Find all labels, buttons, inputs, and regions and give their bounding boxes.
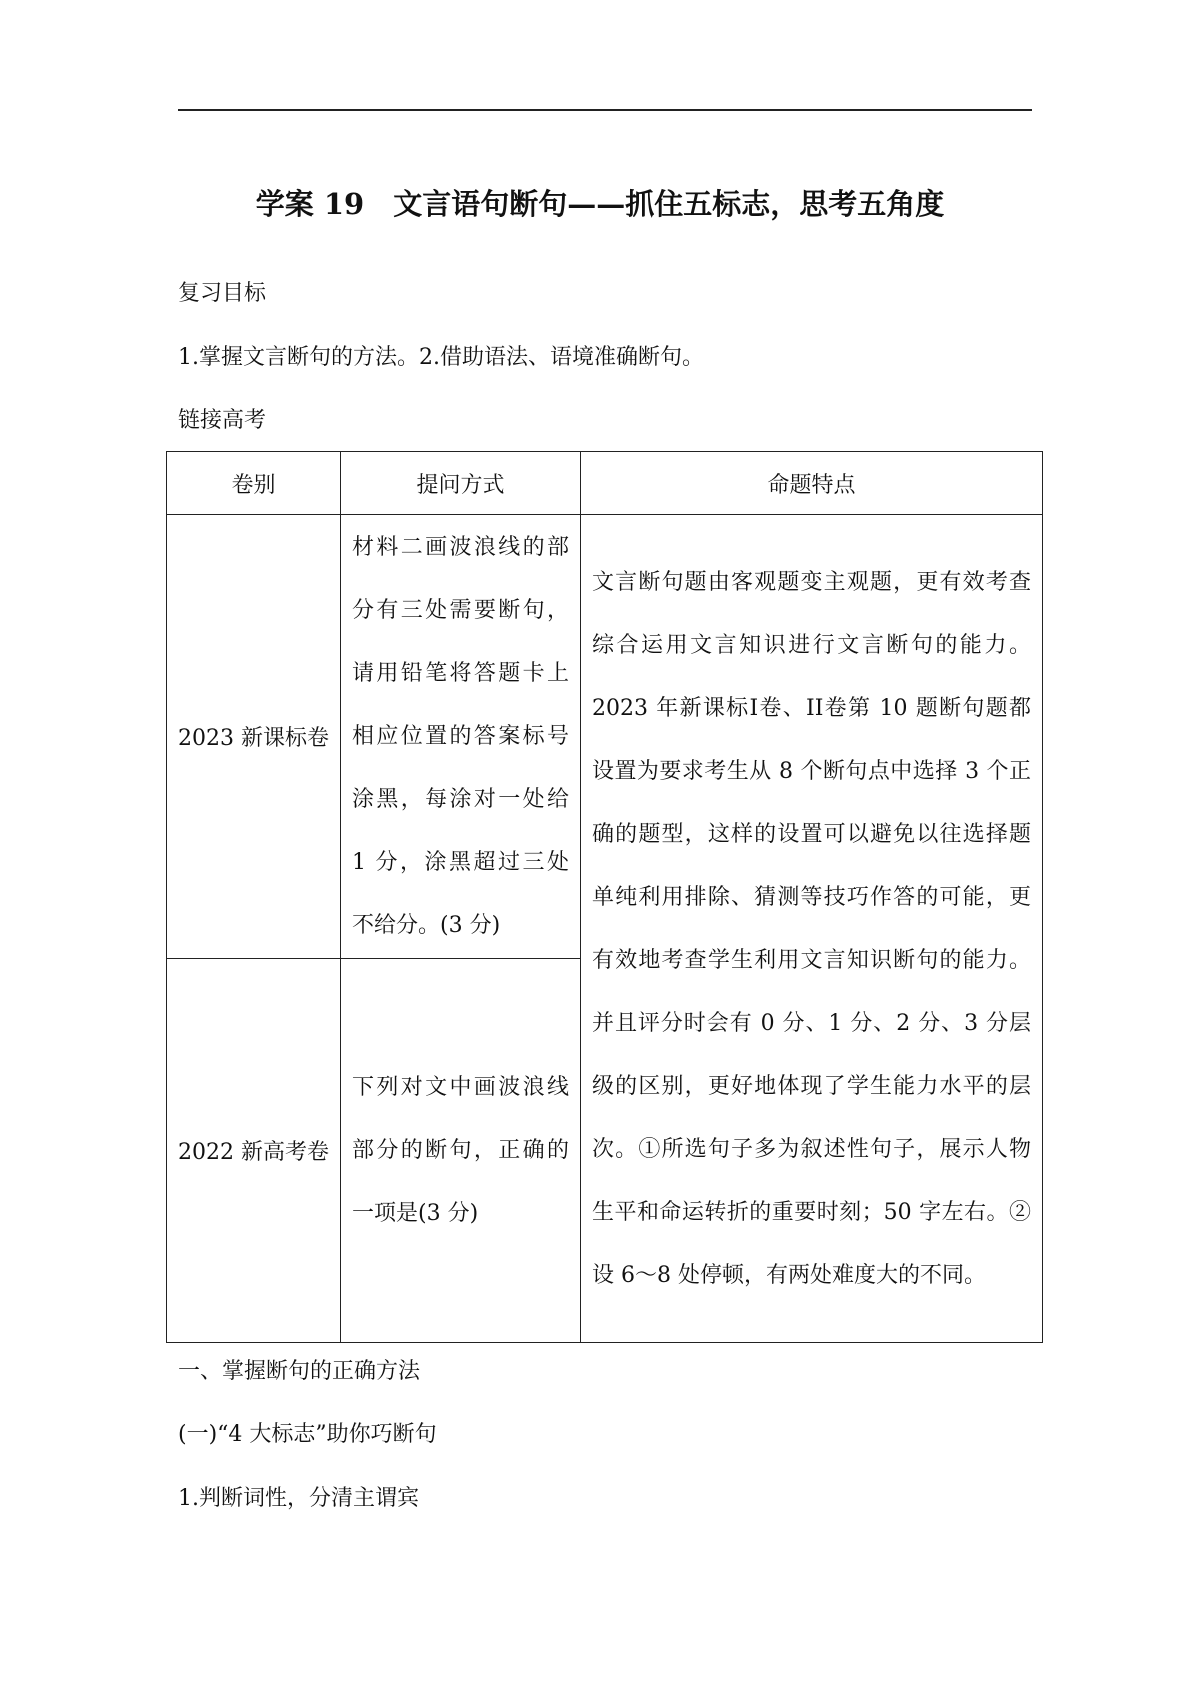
- link-heading: 链接高考: [178, 408, 267, 433]
- part1-heading: 一、掌握断句的正确方法: [178, 1359, 421, 1384]
- header-paper: 卷别: [167, 452, 341, 515]
- header-question-style: 提问方式: [341, 452, 581, 515]
- sub1-heading: (一)“4 大标志”助你巧断句: [178, 1422, 437, 1447]
- review-goal-heading: 复习目标: [178, 281, 267, 306]
- item1-heading: 1.判断词性，分清主谓宾: [178, 1486, 419, 1511]
- paper-cell: 2023 新课标卷: [167, 515, 341, 959]
- exam-comparison-table: [166, 451, 1043, 1343]
- page-title: 学案 19 文言语句断句——抓住五标志，思考五角度: [255, 187, 945, 221]
- question-cell: 材料二画波浪线的部分有三处需要断句，请用铅笔将答题卡上相应位置的答案标号涂黑，每涂对一处给 1 分，涂黑超过三处不给分。(3 分): [341, 515, 581, 959]
- table-header-row: [167, 452, 1043, 515]
- question-cell: 下列对文中画波浪线部分的断句，正确的一项是(3 分): [341, 959, 581, 1343]
- header-rule: [178, 109, 1032, 111]
- feature-cell: 文言断句题由客观题变主观题，更有效考查综合运用文言知识进行文言断句的能力。2023 年新课标I卷、II卷第 10 题断句题都设置为要求考生从 8 个断句点中选择 3 个正确的题型，这样的设置可以避免以往选择题单纯利用排除、猜测等技巧作答的可能，更有效地考查学生利用文言知识断句的能力。并且评分时会有 0 分、1 分、2 分、3 分层级的区别，更好地体现了学生能力水平的层次。①所选句子多为叙述性句子，展示人物生平和命运转折的重要时刻；50 字左右。②设 6～8 处停顿，有两处难度大的不同。: [581, 515, 1043, 1343]
- table-row: [167, 515, 1043, 959]
- header-feature: 命题特点: [581, 452, 1043, 515]
- paper-cell: 2022 新高考卷: [167, 959, 341, 1343]
- review-goal-text: 1.掌握文言断句的方法。2.借助语法、语境准确断句。: [178, 345, 704, 370]
